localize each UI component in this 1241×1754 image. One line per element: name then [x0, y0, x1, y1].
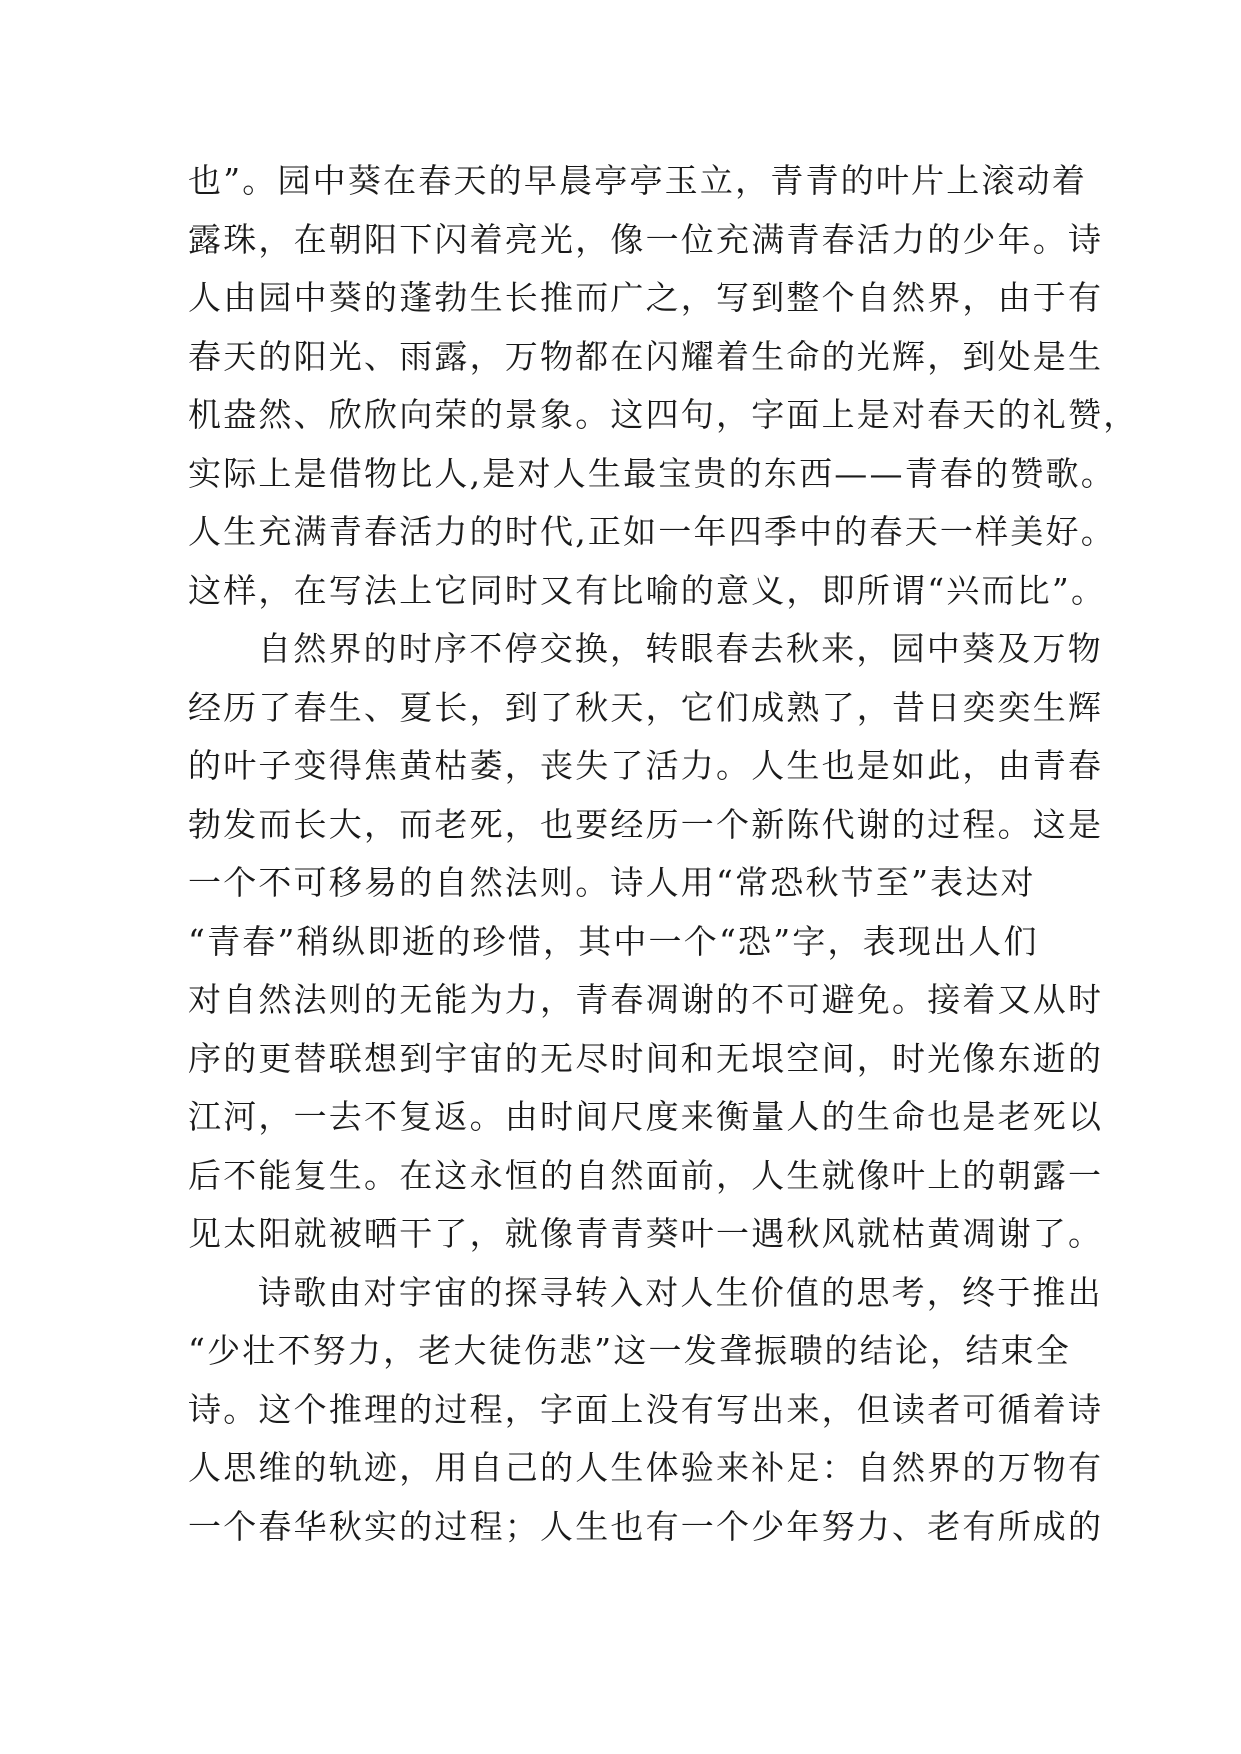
text-line: 江河，一去不复返。由时间尺度来衡量人的生命也是老死以 — [188, 1097, 1104, 1136]
text-line: 也”。园中葵在春天的早晨亭亭玉立，青青的叶片上滚动着 — [188, 161, 1088, 200]
text-line: 人由园中葵的蓬勃生长推而广之，写到整个自然界，由于有 — [188, 278, 1104, 317]
text-line: “少壮不努力，老大徒伤悲”这一发聋振聩的结论，结束全 — [188, 1331, 1071, 1370]
text-line: 这样，在写法上它同时又有比喻的意义，即所谓“兴而比”。 — [188, 570, 1107, 610]
text-line: 诗。这个推理的过程，字面上没有写出来，但读者可循着诗 — [188, 1389, 1104, 1429]
text-line: 的叶子变得焦黄枯萎，丧失了活力。人生也是如此，由青春 — [188, 746, 1104, 785]
text-line: 春天的阳光、雨露，万物都在闪耀着生命的光辉，到处是生 — [188, 336, 1104, 376]
text-line: 序的更替联想到宇宙的无尽时间和无垠空间，时光像东逝的 — [188, 1038, 1104, 1078]
text-line-first: 自然界的时序不停交换，转眼春去秋来，园中葵及万物 — [258, 629, 1103, 668]
text-line: 人生充满青春活力的时代,正如一年四季中的春天一样美好。 — [188, 512, 1116, 551]
text-line: 实际上是借物比人,是对人生最宝贵的东西——青春的赞歌。 — [188, 453, 1116, 493]
paragraph-3 — [188, 1264, 1104, 1557]
text-line: 见太阳就被晒干了，就像青青葵叶一遇秋风就枯黄凋谢了。 — [188, 1214, 1104, 1253]
text-line-first: 诗歌由对宇宙的探寻转入对人生价值的思考，终于推出 — [258, 1272, 1103, 1312]
text-line: “青春”稍纵即逝的珍惜，其中一个“恐”字，表现出人们 — [188, 921, 1039, 961]
text-line: 一个不可移易的自然法则。诗人用“常恐秋节至”表达对 — [188, 863, 1036, 902]
text-line: 露珠，在朝阳下闪着亮光，像一位充满青春活力的少年。诗 — [188, 219, 1104, 259]
text-line: 一个春华秋实的过程；人生也有一个少年努力、老有所成的 — [188, 1506, 1104, 1546]
text-line: 经历了春生、夏长，到了秋天，它们成熟了，昔日奕奕生辉 — [188, 687, 1104, 727]
text-line: 人思维的轨迹，用自己的人生体验来补足：自然界的万物有 — [188, 1448, 1104, 1487]
text-line: 机盎然、欣欣向荣的景象。这四句，字面上是对春天的礼赞， — [188, 395, 1139, 434]
text-line: 后不能复生。在这永恒的自然面前，人生就像叶上的朝露一 — [188, 1155, 1104, 1195]
text-line: 对自然法则的无能为力，青春凋谢的不可避免。接着又从时 — [188, 980, 1104, 1019]
paragraph-1 — [188, 152, 1139, 620]
body-text — [188, 152, 1139, 1556]
paragraph-2 — [188, 620, 1104, 1264]
text-line: 勃发而长大，而老死，也要经历一个新陈代谢的过程。这是 — [188, 804, 1104, 844]
